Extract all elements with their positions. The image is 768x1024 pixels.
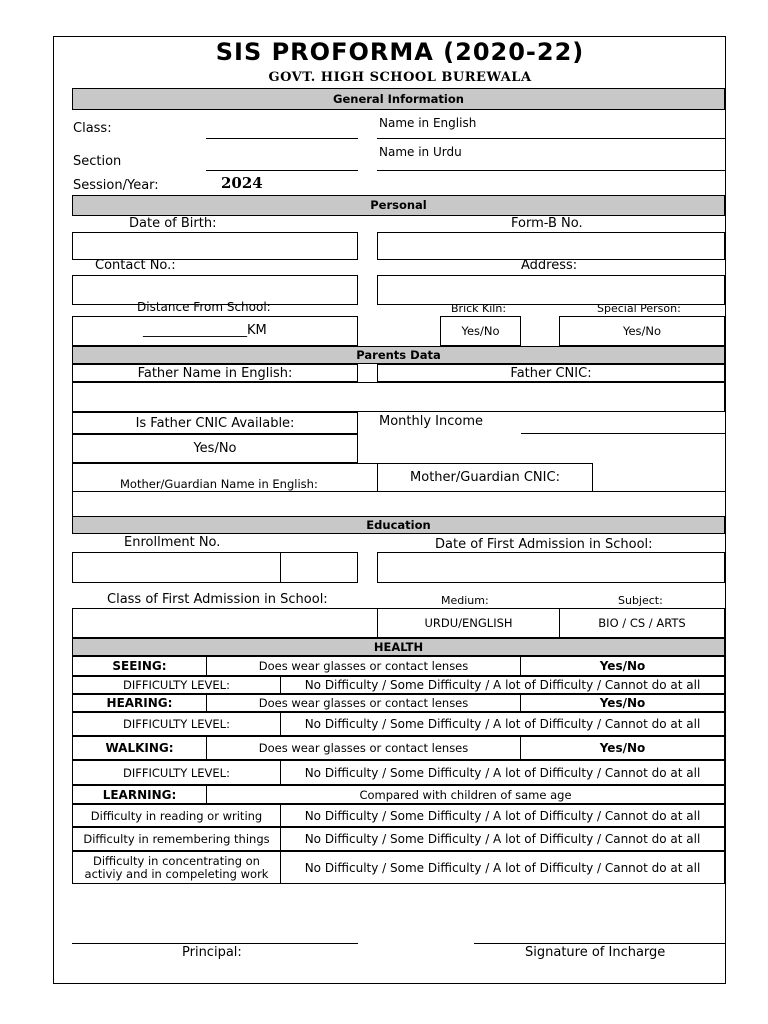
section-education: Education — [72, 516, 725, 534]
name-urdu-label: Name in Urdu — [379, 145, 462, 159]
remembering-scale[interactable]: No Difficulty / Some Difficulty / A lot of Difficulty / Cannot do at all — [280, 827, 725, 851]
seeing-label: SEEING: — [72, 656, 207, 676]
walking-yesno[interactable]: Yes/No — [520, 736, 725, 760]
medium-value[interactable]: URDU/ENGLISH — [377, 608, 560, 638]
brick-kiln-value[interactable]: Yes/No — [440, 316, 521, 346]
section-personal: Personal — [72, 195, 725, 216]
mother-cnic-label: Mother/Guardian CNIC: — [377, 463, 593, 492]
school-name: GOVT. HIGH SCHOOL BUREWALA — [268, 70, 532, 85]
hearing-yesno[interactable]: Yes/No — [520, 694, 725, 712]
first-admission-date-label: Date of First Admission in School: — [435, 537, 653, 552]
cnic-available-label: Is Father CNIC Available: — [72, 412, 358, 434]
cnic-available-value[interactable]: Yes/No — [72, 434, 358, 463]
form-title: SIS PROFORMA (2020-22) — [215, 38, 585, 66]
session-value: 2024 — [221, 174, 263, 192]
address-field[interactable] — [377, 275, 725, 305]
medium-label: Medium: — [441, 594, 489, 607]
name-english-label: Name in English — [379, 116, 477, 130]
mother-name-field[interactable] — [72, 491, 725, 517]
class-field[interactable] — [206, 138, 358, 139]
section-field[interactable] — [206, 170, 358, 171]
monthly-income-label: Monthly Income — [379, 414, 484, 429]
enrollment-label: Enrollment No. — [124, 535, 221, 550]
concentrating-label-line1: Difficulty in concentrating on — [93, 853, 260, 868]
father-name-label: Father Name in English: — [72, 364, 358, 382]
walking-label: WALKING: — [72, 736, 207, 760]
distance-value: ________________KM — [143, 323, 267, 338]
first-admission-date-field[interactable] — [377, 552, 725, 583]
concentrating-label-line2: activiy and in compeleting work — [84, 866, 269, 881]
first-class-field[interactable] — [72, 608, 378, 638]
section-parents: Parents Data — [72, 346, 725, 364]
seeing-difficulty-scale[interactable]: No Difficulty / Some Difficulty / A lot of Difficulty / Cannot do at all — [280, 676, 725, 694]
walking-difficulty-label: DIFFICULTY LEVEL: — [72, 760, 281, 785]
learning-compared: Compared with children of same age — [206, 785, 725, 804]
father-cnic-label: Father CNIC: — [377, 364, 725, 382]
seeing-yesno[interactable]: Yes/No — [520, 656, 725, 676]
formb-field[interactable] — [377, 232, 725, 260]
name-urdu-field[interactable] — [377, 170, 725, 171]
father-name-field[interactable] — [72, 382, 725, 412]
section-label: Section — [73, 154, 122, 169]
concentrating-label — [72, 851, 281, 884]
name-english-field[interactable] — [377, 138, 725, 139]
formb-label: Form-B No. — [511, 216, 583, 231]
subject-label: Subject: — [618, 594, 663, 607]
special-person-label: Special Person: — [597, 302, 681, 315]
mother-name-label: Mother/Guardian Name in English: — [120, 477, 318, 491]
learning-label: LEARNING: — [72, 785, 207, 804]
address-label: Address: — [521, 258, 578, 273]
concentrating-scale[interactable]: No Difficulty / Some Difficulty / A lot of Difficulty / Cannot do at all — [280, 851, 725, 884]
special-person-value[interactable]: Yes/No — [559, 316, 725, 346]
dob-field[interactable] — [72, 232, 358, 260]
contact-label: Contact No.: — [95, 258, 176, 273]
seeing-difficulty-label: DIFFICULTY LEVEL: — [72, 676, 281, 694]
principal-signature-line[interactable] — [72, 943, 358, 944]
section-general: General Information — [72, 88, 725, 110]
section-health: HEALTH — [72, 638, 725, 656]
seeing-question: Does wear glasses or contact lenses — [206, 656, 521, 676]
enrollment-field-1[interactable] — [72, 552, 281, 583]
monthly-income-field[interactable] — [521, 433, 725, 434]
brick-kiln-label: Brick Kiln: — [451, 302, 507, 315]
reading-scale[interactable]: No Difficulty / Some Difficulty / A lot of Difficulty / Cannot do at all — [280, 804, 725, 827]
principal-label: Principal: — [182, 945, 242, 960]
hearing-question: Does wear glasses or contact lenses — [206, 694, 521, 712]
incharge-signature-label: Signature of Incharge — [525, 945, 666, 960]
hearing-difficulty-label: DIFFICULTY LEVEL: — [72, 712, 281, 736]
hearing-label: HEARING: — [72, 694, 207, 712]
subject-value[interactable]: BIO / CS / ARTS — [559, 608, 725, 638]
reading-label: Difficulty in reading or writing — [72, 804, 281, 827]
incharge-signature-line[interactable] — [474, 943, 725, 944]
distance-box[interactable] — [72, 316, 358, 346]
walking-difficulty-scale[interactable]: No Difficulty / Some Difficulty / A lot of Difficulty / Cannot do at all — [280, 760, 725, 785]
enrollment-field-2[interactable] — [280, 552, 358, 583]
first-class-label: Class of First Admission in School: — [107, 592, 328, 607]
class-label: Class: — [73, 121, 112, 136]
remembering-label: Difficulty in remembering things — [72, 827, 281, 851]
distance-label: Distance From School: — [137, 300, 271, 314]
hearing-difficulty-scale[interactable]: No Difficulty / Some Difficulty / A lot of Difficulty / Cannot do at all — [280, 712, 725, 736]
session-label: Session/Year: — [73, 178, 159, 193]
dob-label: Date of Birth: — [129, 216, 217, 231]
walking-question: Does wear glasses or contact lenses — [206, 736, 521, 760]
mother-name-box — [72, 463, 378, 492]
